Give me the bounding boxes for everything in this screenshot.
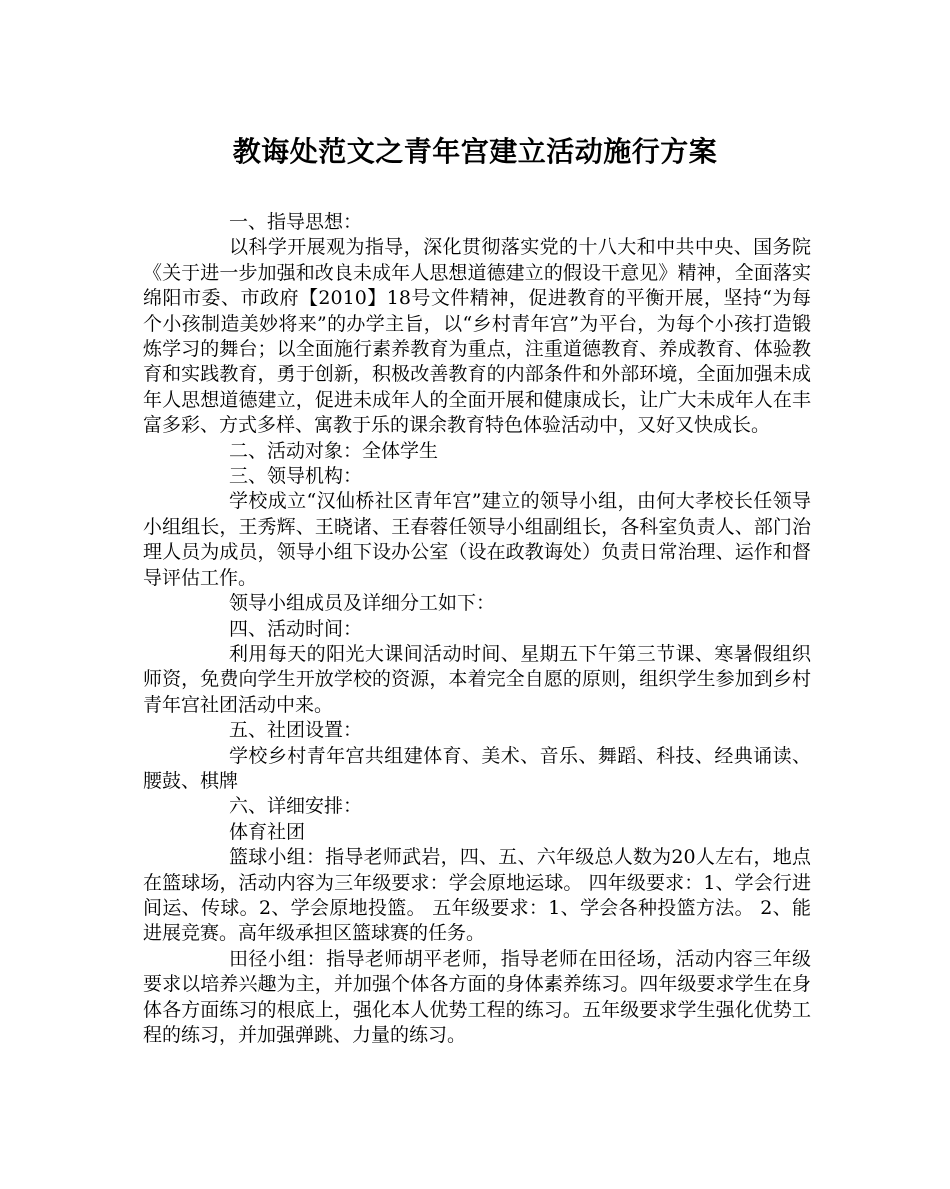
paragraph-guiding-thought: 以科学开展观为指导，深化贯彻落实党的十八大和中共中央、国务院《关于进一步加强和改良未成年人思想道德建立的假设干意见》精神，全面落实绵阳市委、市政府【2010】18号文件精神，促进教育的平衡开展，坚持“为每个小孩制造美妙将来”的办学主旨，以“乡村青年宫”为平台，为每个小孩打造锻炼学习的舞台；以全面施行素养教育为重点，注重道德教育、养成教育、体验教育和实践教育，勇于创新，积极改善教育的内部条件和外部环境，全面加强未成年人思想道德建立，促进未成年人的全面开展和健康成长，让广大未成年人在丰富多彩、方式多样、寓教于乐的课余教育特色体验活动中，又好又快成长。 (143, 236, 811, 437)
heading-guiding-thought: 一、指导思想： (229, 211, 363, 233)
heading-activity-target: 二、活动对象：全体学生 (229, 439, 439, 462)
heading-club-setup: 五、社团设置： (229, 719, 363, 742)
paragraph-club-setup: 学校乡村青年宫共组建体育、美术、音乐、舞蹈、科技、经典诵读、腰鼓、棋牌 (143, 744, 811, 792)
paragraph-leadership-members: 领导小组成员及详细分工如下： (229, 592, 496, 615)
heading-activity-time: 四、活动时间： (229, 617, 363, 640)
paragraph-activity-time: 利用每天的阳光大课间活动时间、星期五下午第三节课、寒暑假组织师资，免费向学生开放学校的资源，本着完全自愿的原则，组织学生参加到乡村青年宫社团活动中来。 (143, 642, 811, 716)
subheading-sports-club: 体育社团 (229, 820, 306, 843)
paragraph-leadership: 学校成立“汉仙桥社区青年宫”建立的领导小组，由何大孝校长任领导小组组长，王秀辉、王晓诸、王春蓉任领导小组副组长，各科室负责人、部门治理人员为成员，领导小组下设办公室（设在政教诲处）负责日常治理、运作和督导评估工作。 (143, 490, 811, 589)
heading-detailed-arrangement: 六、详细安排： (229, 795, 363, 818)
heading-leadership: 三、领导机构： (229, 465, 363, 488)
document-body (143, 210, 811, 1048)
document-title: 教诲处范文之青年宫建立活动施行方案 (232, 135, 718, 168)
paragraph-basketball-group: 篮球小组：指导老师武岩，四、五、六年级总人数为20人左右，地点在篮球场，活动内容为三年级要求：学会原地运球。 四年级要求：1、学会行进间运、传球。2、学会原地投篮。 五年级要求：1、学会各种投篮方法。 2、能进展竞赛。高年级承担区篮球赛的任务。 (143, 846, 811, 945)
paragraph-track-field-group: 田径小组：指导老师胡平老师，指导老师在田径场，活动内容三年级要求以培养兴趣为主，并加强个体各方面的身体素养练习。四年级要求学生在身体各方面练习的根底上，强化本人优势工程的练习。五年级要求学生强化优势工程的练习，并加强弹跳、力量的练习。 (143, 947, 811, 1046)
